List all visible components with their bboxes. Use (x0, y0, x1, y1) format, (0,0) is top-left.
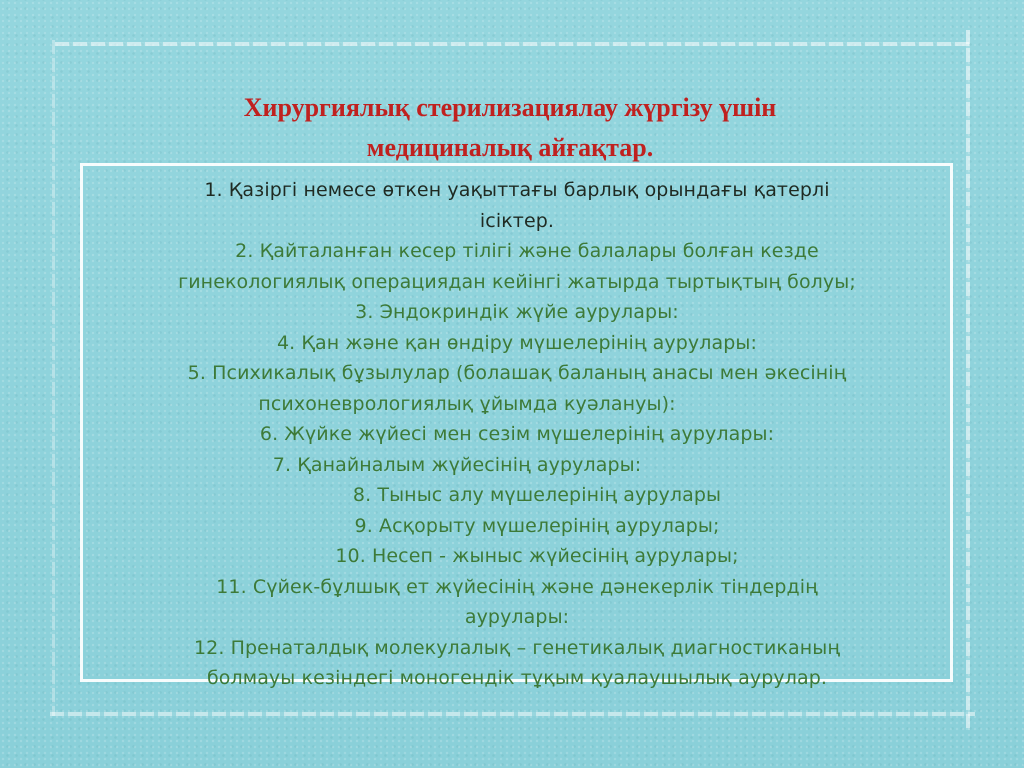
indications-list (86, 175, 948, 694)
list-item-line: гинекологиялық операциядан кейінгі жатырда тыртықтың болуы; (178, 270, 856, 293)
list-item-line: болмауы кезіндегі моногендік тұқым қуалаушылық аурулар. (206, 667, 828, 689)
list-item-line: 2. Қайталанған кесер тілігі және балалары болған кезде (235, 240, 819, 262)
list-item-line: 5. Психикалық бұзылулар (болашақ баланың анасы мен әкесінің (187, 362, 847, 384)
list-item-line: ісіктер. (479, 209, 555, 232)
list-item-line: 7. Қанайналым жүйесінің аурулары: (272, 453, 642, 476)
list-item-line: 9. Асқорыту мүшелерінің аурулары; (354, 514, 720, 537)
list-item-line: 12. Пренаталдық молекулалық – генетикалық диагностиканың (193, 636, 841, 659)
slide-title-line-2: медициналық айғақтар. (366, 133, 654, 162)
list-item-line: 11. Сүйек-бұлшық ет жүйесінің және дәнекерлік тіндердің (216, 575, 818, 598)
slide-title-line-1: Хирургиялық стерилизациялау жүргізу үшін (243, 93, 777, 122)
decorative-frame-right (966, 30, 970, 730)
list-item-line: 4. Қан және қан өндіру мүшелерінің аурулары: (276, 331, 758, 354)
list-item-line: 1. Қазіргі немесе өткен уақыттағы барлық орындағы қатерлі (204, 179, 830, 201)
decorative-frame-bottom (50, 712, 975, 716)
list-item-line: 3. Эндокриндік жүйе аурулары: (355, 301, 679, 323)
decorative-frame-left (52, 40, 55, 716)
list-item-line: 10. Несеп - жыныс жүйесінің аурулары; (335, 545, 739, 567)
list-item-line: 6. Жүйке жүйесі мен сезім мүшелерінің аурулары: (259, 423, 775, 445)
list-item-line: 8. Тыныс алу мүшелерінің аурулары (352, 484, 722, 506)
list-item-line: психоневрологиялық ұйымда куәлануы): (258, 392, 676, 415)
decorative-frame-top (55, 42, 970, 46)
slide-title (100, 88, 920, 168)
list-item-line: аурулары: (464, 606, 570, 628)
